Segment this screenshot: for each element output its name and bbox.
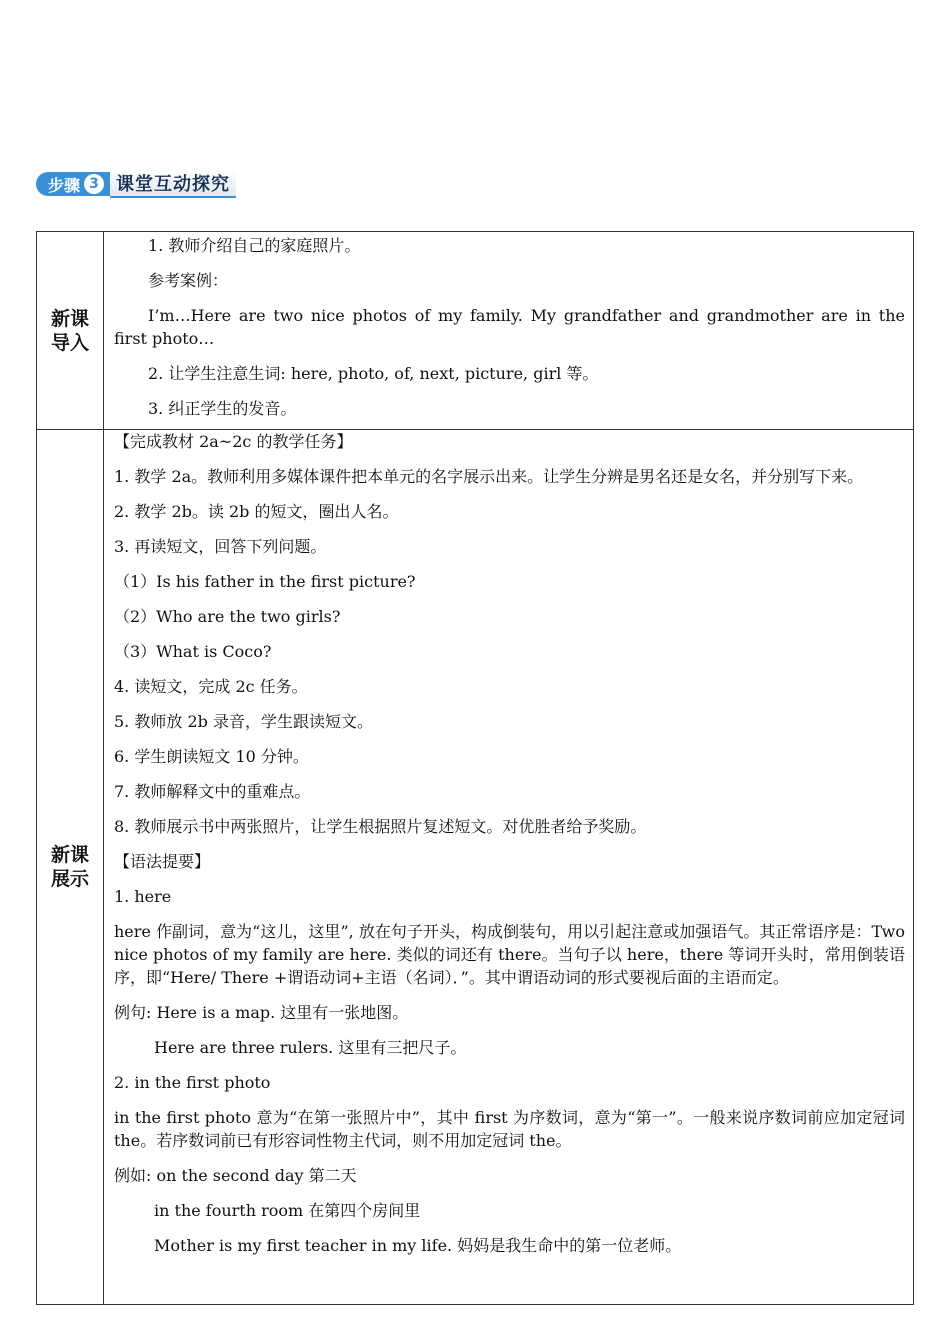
text-line: 6. 学生朗读短文 10 分钟。 [114, 747, 309, 766]
text-line: 例如: on the second day 第二天 [114, 1166, 357, 1185]
text-line: 3. 再读短文，回答下列问题。 [114, 537, 327, 556]
section-label: 新课 展示 [37, 430, 104, 1305]
text-line: （2）Who are the two girls? [114, 607, 341, 626]
text-line: 【语法提要】 [114, 852, 211, 871]
text-line: 1. 教师介绍自己的家庭照片。 [148, 236, 361, 255]
text-line: 1. here [114, 887, 172, 906]
text-line: （3）What is Coco? [114, 642, 272, 661]
step-label: 步骤 [48, 175, 81, 195]
text-line: in the first photo 意为“在第一张照片中”，其中 first 为序数词，意为“第一”。一般来说序数词前应加定冠词 the。若序数词前已有形容词性物主代词，则不用加定冠词 the。 [114, 1108, 905, 1150]
text-line: 2. 让学生注意生词: here, photo, of, next, picture, girl 等。 [148, 364, 599, 383]
step-badge [36, 172, 110, 196]
text-line: 7. 教师解释文中的重难点。 [114, 782, 311, 801]
text-line: 8. 教师展示书中两张照片，让学生根据照片复述短文。对优胜者给予奖励。 [114, 817, 647, 836]
lesson-table [36, 231, 914, 1305]
text-line: 5. 教师放 2b 录音，学生跟读短文。 [114, 712, 373, 731]
text-line: Mother is my first teacher in my life. 妈妈是我生命中的第一位老师。 [154, 1236, 682, 1255]
step-banner [36, 170, 236, 198]
text-line: 4. 读短文，完成 2c 任务。 [114, 677, 308, 696]
section-content [104, 430, 914, 1305]
section-content [104, 232, 914, 430]
text-line: 参考案例： [148, 271, 229, 290]
step-number: 3 [84, 174, 104, 194]
section-introduction [37, 232, 914, 430]
text-line: 3. 纠正学生的发音。 [148, 399, 297, 418]
section-presentation [37, 430, 914, 1305]
step-title: 课堂互动探究 [110, 170, 236, 198]
text-line: in the fourth room 在第四个房间里 [154, 1201, 421, 1220]
text-line: 例句: Here is a map. 这里有一张地图。 [114, 1003, 409, 1022]
text-line: （1）Is his father in the first picture? [114, 572, 416, 591]
text-line: here 作副词，意为“这儿，这里”, 放在句子开头，构成倒装句，用以引起注意或加强语气。其正常语序是：Two nice photos of my family are here. 类似的词还有 there。当句子以 here，there 等词开头时，常用倒装语序，即“Here/ There +谓语动词+主语（名词）．”。其中谓语动词的形式要视后面的主语而定。 [114, 922, 905, 987]
text-line: 【完成教材 2a~2c 的教学任务】 [114, 432, 353, 451]
text-line: 1. 教学 2a。教师利用多媒体课件把本单元的名字展示出来。让学生分辨是男名还是女名，并分别写下来。 [114, 467, 864, 486]
section-label: 新课 导入 [37, 232, 104, 430]
text-line: Here are three rulers. 这里有三把尺子。 [154, 1038, 467, 1057]
text-line: I’m…Here are two nice photos of my family. My grandfather and grandmother are in the first photo… [114, 306, 905, 348]
text-line: 2. in the first photo [114, 1073, 271, 1092]
text-line: 2. 教学 2b。读 2b 的短文，圈出人名。 [114, 502, 399, 521]
